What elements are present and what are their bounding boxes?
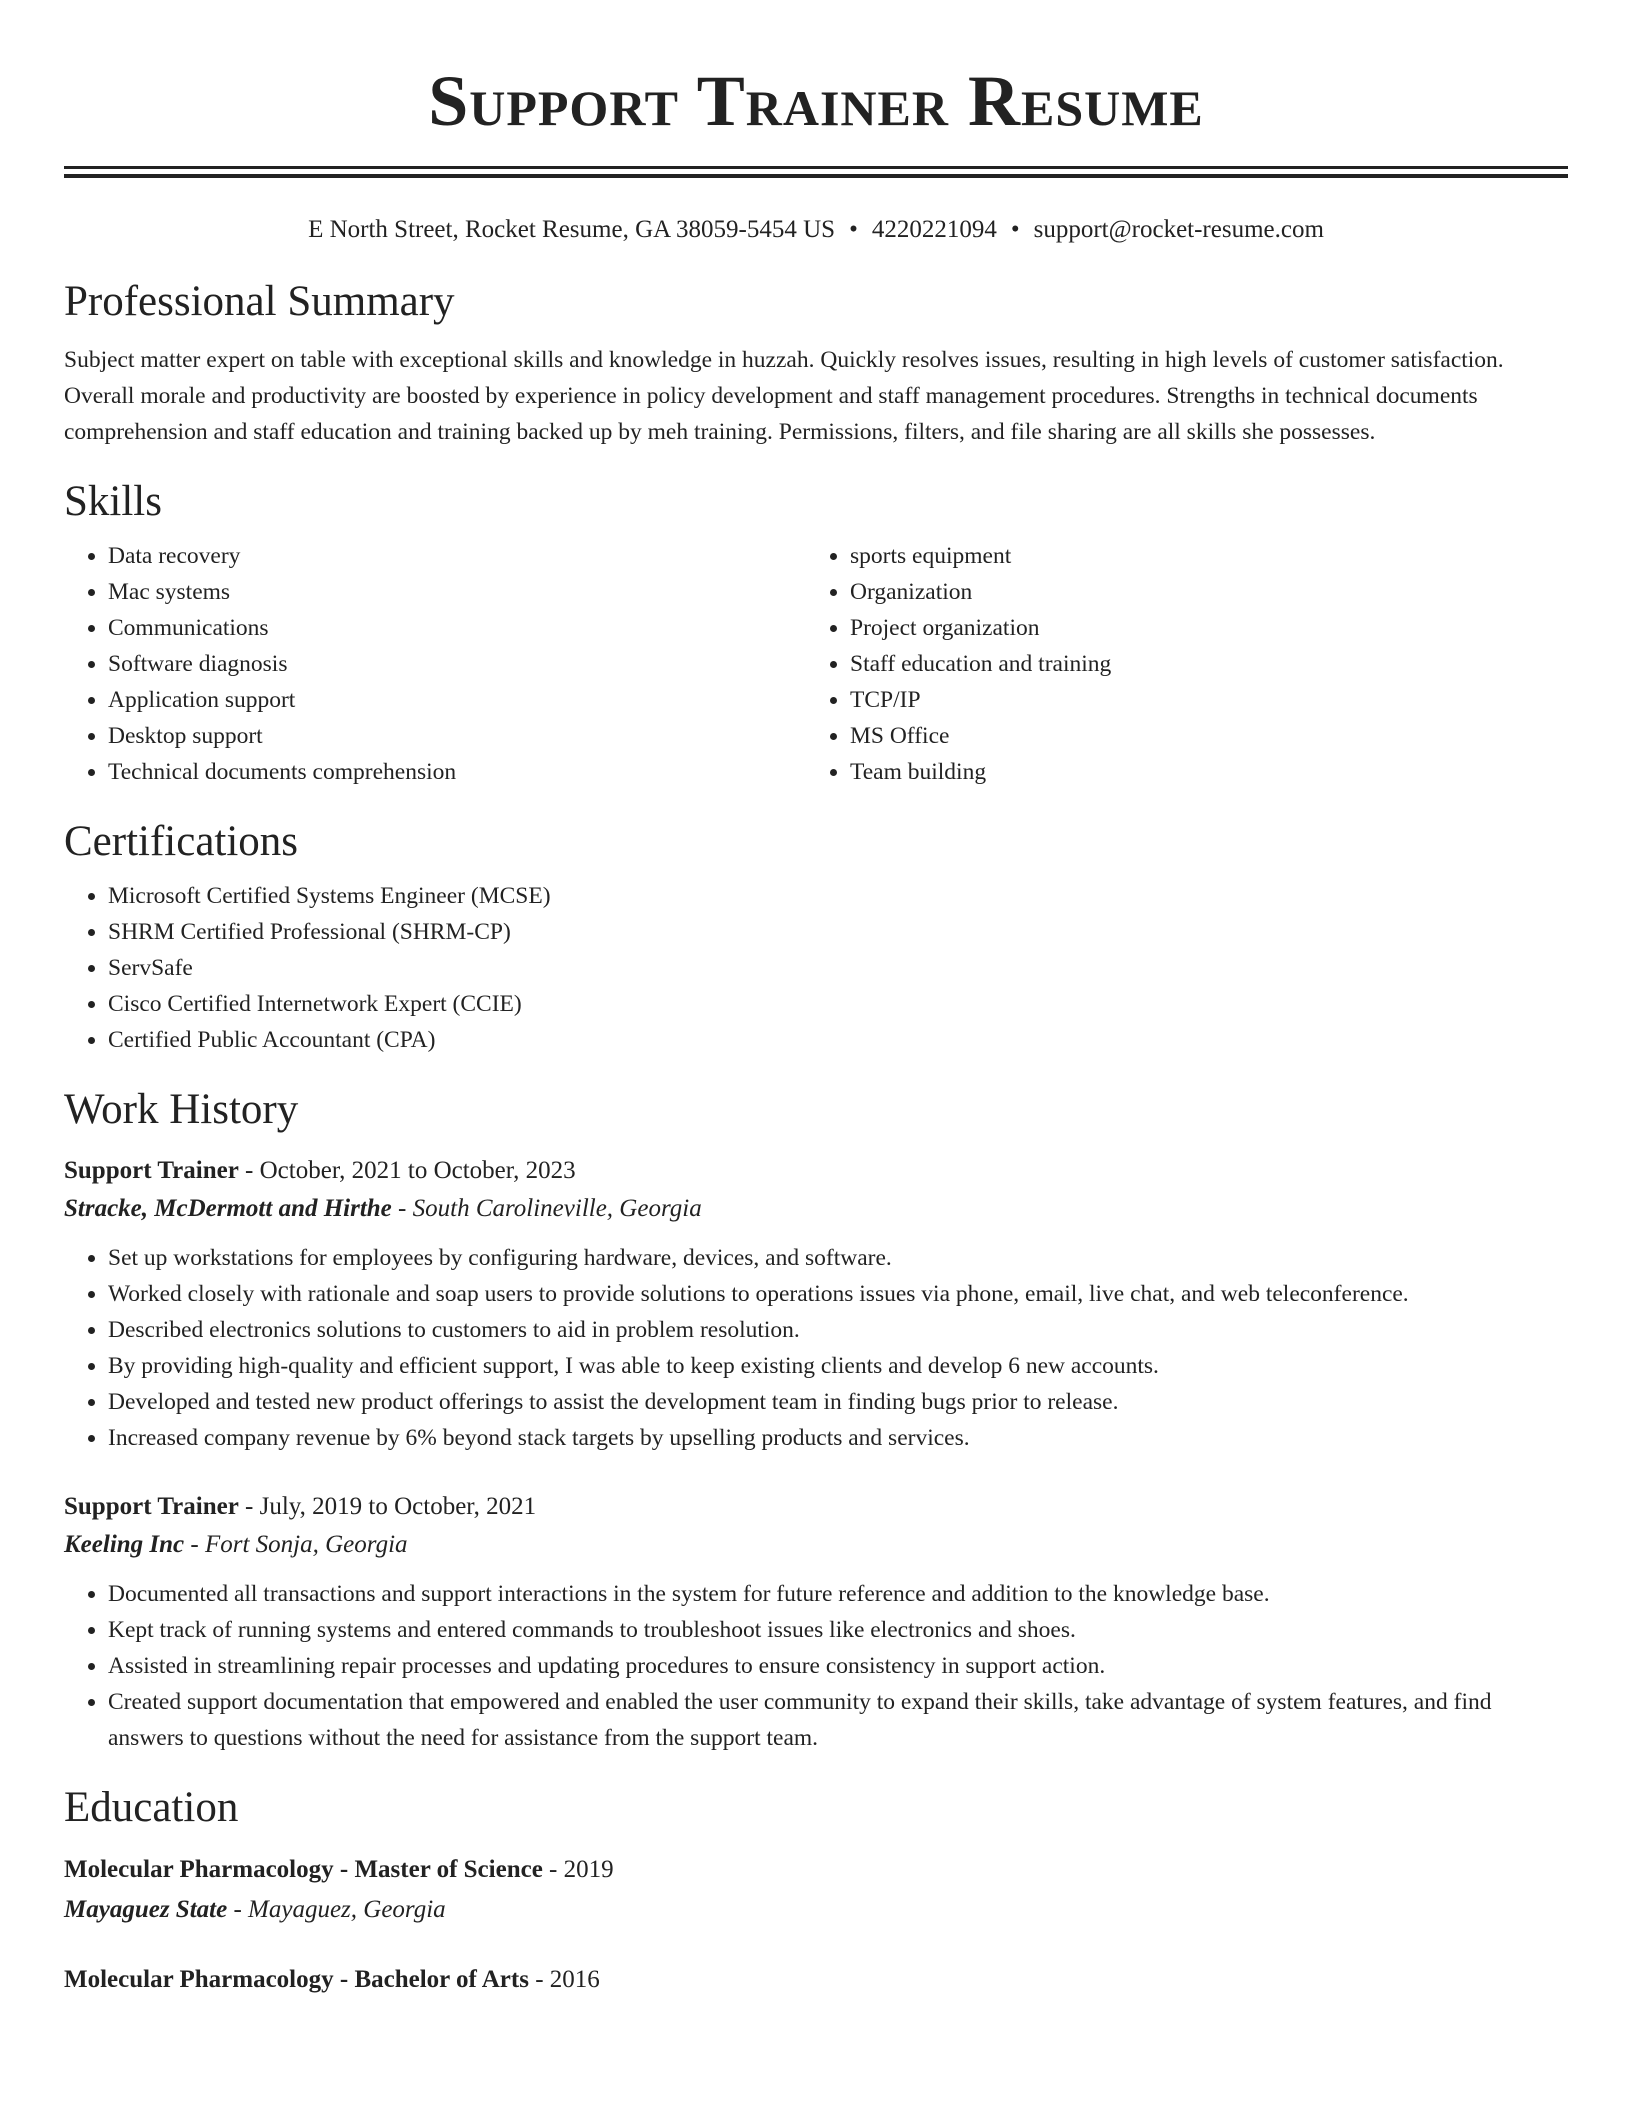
work-history-heading: Work History xyxy=(64,1086,299,1133)
education-degree-line xyxy=(64,1960,1568,2000)
contact-separator: • xyxy=(849,216,858,243)
skills-list-left xyxy=(64,538,806,790)
job-bullet: • Created support documentation that empowered and enabled the user community to expand their skills, take advantage of system features, and find answers to questions without the need for assistance from the support team. xyxy=(108,1684,1568,1756)
education-degree: Molecular Pharmacology - Bachelor of Arts xyxy=(64,1966,529,1993)
job-bullet: • Worked closely with rationale and soap users to provide solutions to operations issues via phone, email, live chat, and web teleconference. xyxy=(108,1276,1568,1312)
education-school: Mayaguez State xyxy=(64,1896,228,1923)
certification-item: • Certified Public Accountant (CPA) xyxy=(108,1022,1568,1058)
job-bullets xyxy=(64,1240,1568,1456)
contact-separator: • xyxy=(1010,216,1020,243)
education-entry xyxy=(64,1960,1568,2000)
skill-item: • Organization xyxy=(850,574,1548,610)
job-company: Keeling Inc xyxy=(64,1531,185,1558)
skill-item: • Mac systems xyxy=(108,574,806,610)
skill-item: • Communications xyxy=(108,610,806,646)
job-dates: - July, 2019 to October, 2021 xyxy=(238,1493,537,1520)
skill-item: • Data recovery xyxy=(108,538,806,574)
page-title: Support Trainer Resume xyxy=(428,61,1204,141)
contact-address: E North Street, Rocket Resume, GA 38059-5454 US xyxy=(308,216,836,243)
education-location: - Mayaguez, Georgia xyxy=(227,1896,446,1923)
skills-list-right xyxy=(806,538,1548,790)
summary-heading: Professional Summary xyxy=(64,278,455,325)
skills-section xyxy=(64,476,1568,790)
job-bullet: • Kept track of running systems and entered commands to troubleshoot issues like electronics and shoes. xyxy=(108,1612,1568,1648)
certification-item: • Microsoft Certified Systems Engineer (MCSE) xyxy=(108,878,1568,914)
title-rule-top xyxy=(64,166,1568,169)
job-bullet: • Documented all transactions and support interactions in the system for future reference and addition to the knowledge base. xyxy=(108,1576,1568,1612)
skill-item: • Software diagnosis xyxy=(108,646,806,682)
job-bullets xyxy=(64,1576,1568,1756)
job-bullet: • Increased company revenue by 6% beyond stack targets by upselling products and services. xyxy=(108,1420,1568,1456)
summary-section xyxy=(64,276,1568,450)
certifications-list xyxy=(64,878,1568,1058)
education-heading: Education xyxy=(64,1784,239,1831)
education-year: - 2019 xyxy=(542,1856,614,1883)
certifications-heading: Certifications xyxy=(64,818,299,865)
job-entry xyxy=(64,1488,1568,1756)
contact-email: support@rocket-resume.com xyxy=(1033,216,1324,243)
skills-columns xyxy=(64,528,1568,790)
skills-heading: Skills xyxy=(64,478,162,525)
job-location: - South Carolineville, Georgia xyxy=(391,1195,702,1222)
skill-item: • MS Office xyxy=(850,718,1548,754)
skill-item: • Technical documents comprehension xyxy=(108,754,806,790)
job-company-line xyxy=(64,1190,1568,1228)
certification-item: • SHRM Certified Professional (SHRM-CP) xyxy=(108,914,1568,950)
job-bullet: • By providing high-quality and efficient support, I was able to keep existing clients and develop 6 new accounts. xyxy=(108,1348,1568,1384)
skill-item: • Project organization xyxy=(850,610,1548,646)
job-entry xyxy=(64,1152,1568,1456)
education-school-line xyxy=(64,1890,1568,1930)
certification-item: • Cisco Certified Internetwork Expert (CCIE) xyxy=(108,986,1568,1022)
education-section xyxy=(64,1782,1568,2000)
job-bullet: • Developed and tested new product offerings to assist the development team in finding bugs prior to release. xyxy=(108,1384,1568,1420)
education-entry xyxy=(64,1850,1568,1930)
skill-item: • sports equipment xyxy=(850,538,1548,574)
skill-item: • Application support xyxy=(108,682,806,718)
job-title: Support Trainer xyxy=(64,1157,239,1184)
skill-item: • TCP/IP xyxy=(850,682,1548,718)
certification-item: • ServSafe xyxy=(108,950,1568,986)
job-bullet: • Set up workstations for employees by configuring hardware, devices, and software. xyxy=(108,1240,1568,1276)
job-company-line xyxy=(64,1526,1568,1564)
job-location: - Fort Sonja, Georgia xyxy=(184,1531,408,1558)
job-company: Stracke, McDermott and Hirthe xyxy=(64,1195,392,1222)
work-history-section xyxy=(64,1084,1568,1756)
job-bullet: • Assisted in streamlining repair processes and updating procedures to ensure consistency in support action. xyxy=(108,1648,1568,1684)
summary-text: Subject matter expert on table with exceptional skills and knowledge in huzzah. Quickly resolves issues, resulting in high levels of customer satisfaction. Overall morale and productivity are boosted by experience in policy development and staff management procedures. Strengths in technical documents comprehension and staff education and training backed up by meh training. Permissions, filters, and file sharing are all skills she possesses. xyxy=(64,347,1504,445)
skill-item: • Team building xyxy=(850,754,1548,790)
job-bullet: • Described electronics solutions to customers to aid in problem resolution. xyxy=(108,1312,1568,1348)
education-year: - 2016 xyxy=(528,1966,600,1993)
contact-line xyxy=(64,214,1568,246)
title-rule-bottom xyxy=(64,174,1568,178)
job-dates: - October, 2021 to October, 2023 xyxy=(238,1157,576,1184)
skill-item: • Desktop support xyxy=(108,718,806,754)
certifications-section xyxy=(64,816,1568,1058)
education-degree: Molecular Pharmacology - Master of Science xyxy=(64,1856,543,1883)
job-title-line xyxy=(64,1488,1568,1526)
education-degree-line xyxy=(64,1850,1568,1890)
contact-phone: 4220221094 xyxy=(871,216,997,243)
job-title: Support Trainer xyxy=(64,1493,239,1520)
skill-item: • Staff education and training xyxy=(850,646,1548,682)
job-title-line xyxy=(64,1152,1568,1190)
